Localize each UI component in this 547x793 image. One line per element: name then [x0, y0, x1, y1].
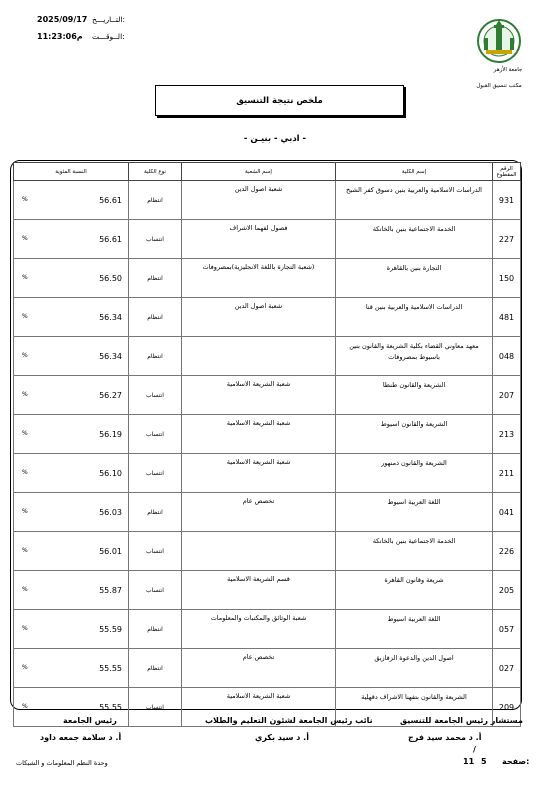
row-code: 048: [493, 337, 521, 376]
office-name: مكتب تنسيق القبول: [476, 83, 522, 89]
row-division: [182, 337, 336, 376]
row-type: انتظام: [129, 181, 182, 220]
row-type: انتساب: [129, 220, 182, 259]
percent-symbol: %: [22, 507, 28, 515]
table-row: [14, 376, 521, 415]
vp-title: نائب رئيس الجامعة لشئون التعليم والطلاب: [205, 716, 373, 725]
row-percent-cell: [14, 571, 129, 610]
row-type: انتظام: [129, 259, 182, 298]
footer-unit: وحدة النظم المعلومات و الشبكات: [16, 759, 108, 767]
header-division: إسم الشعبة: [182, 163, 336, 181]
row-percent-cell: [14, 376, 129, 415]
azhar-logo: [472, 18, 526, 64]
row-type: انتساب: [129, 454, 182, 493]
row-percent-cell: [14, 337, 129, 376]
row-faculty: الدراسات الاسلامية والعربية بنين دسوق كفر الشيخ: [336, 181, 493, 220]
row-percent: 56.34: [99, 312, 122, 322]
row-division: (شعبة التجارة باللغة الانجليزية)بمصروفات: [182, 259, 336, 298]
row-division: شعبة اصول الدين: [182, 181, 336, 220]
row-type: انتساب: [129, 376, 182, 415]
row-division: شعبة الشريعة الاسلامية: [182, 415, 336, 454]
row-percent-cell: [14, 610, 129, 649]
percent-symbol: %: [22, 546, 28, 554]
row-division: شعبة الشريعة الاسلامية: [182, 688, 336, 727]
row-code: 211: [493, 454, 521, 493]
row-faculty: الخدمة الاجتماعية بنين بالخانكة: [336, 532, 493, 571]
percent-symbol: %: [22, 312, 28, 320]
row-division: قسم الشريعة الاسلامية: [182, 571, 336, 610]
table-row: [14, 454, 521, 493]
header-code: الرقم المقطوع: [493, 163, 521, 181]
president-name: أ. د سلامة جمعه داود: [40, 733, 122, 742]
percent-symbol: %: [22, 390, 28, 398]
row-division: شعبة الشريعة الاسلامية: [182, 454, 336, 493]
row-type: انتساب: [129, 532, 182, 571]
report-title: ملخص نتيجة التنسيق: [155, 85, 404, 116]
advisor-title: مستشار رئيس الجامعة للتنسيق: [400, 716, 523, 725]
date-label: التــاريـــخ:: [92, 15, 125, 24]
row-faculty: الخدمة الاجتماعية بنين بالخانكة: [336, 220, 493, 259]
row-percent: 56.27: [99, 390, 122, 400]
row-faculty: الشريعة والقانون بتفهنا الاشراف دقهلية: [336, 688, 493, 727]
row-type: انتساب: [129, 571, 182, 610]
row-percent: 56.01: [99, 546, 122, 556]
row-percent: 56.50: [99, 273, 122, 283]
row-percent-cell: [14, 493, 129, 532]
row-division: شعبة الوثائق والمكتبات والمعلومات: [182, 610, 336, 649]
table-row: [14, 298, 521, 337]
row-faculty: اصول الدين والدعوة الزقازيق: [336, 649, 493, 688]
row-type: انتظام: [129, 649, 182, 688]
row-percent-cell: [14, 649, 129, 688]
row-type: انتظام: [129, 610, 182, 649]
header-faculty: إسم الكلية: [336, 163, 493, 181]
row-code: 041: [493, 493, 521, 532]
row-code: 150: [493, 259, 521, 298]
row-percent-cell: [14, 259, 129, 298]
row-code: 027: [493, 649, 521, 688]
time-value: 11:23:06م: [37, 32, 83, 41]
row-code: 213: [493, 415, 521, 454]
row-faculty: معهد معاوني القضاء بكلية الشريعة والقانون بنين باسيوط بمصروفات: [336, 337, 493, 376]
row-percent: 56.34: [99, 351, 122, 361]
percent-symbol: %: [22, 624, 28, 632]
table-row: [14, 415, 521, 454]
row-code: 227: [493, 220, 521, 259]
row-percent: 56.03: [99, 507, 122, 517]
row-percent: 55.87: [99, 585, 122, 595]
row-code: 057: [493, 610, 521, 649]
table-row: [14, 220, 521, 259]
table-row: [14, 259, 521, 298]
row-percent: 56.61: [99, 195, 122, 205]
percent-symbol: %: [22, 702, 28, 710]
row-division: تخصص عام: [182, 649, 336, 688]
row-type: انتظام: [129, 337, 182, 376]
row-type: انتساب: [129, 688, 182, 727]
row-code: 209: [493, 688, 521, 727]
row-faculty: الشريعة والقانون اسيوط: [336, 415, 493, 454]
percent-symbol: %: [22, 663, 28, 671]
row-percent-cell: [14, 220, 129, 259]
row-code: 207: [493, 376, 521, 415]
report-subtitle: - ادبي - بنيـن -: [243, 134, 307, 144]
advisor-name: أ. د محمد سيد فرج: [408, 733, 482, 742]
table-row: [14, 571, 521, 610]
row-type: انتظام: [129, 493, 182, 532]
president-title: رئيس الجامعة: [63, 716, 117, 725]
table-row: [14, 610, 521, 649]
date-value: 2025/09/17: [37, 15, 88, 24]
percent-symbol: %: [22, 585, 28, 593]
table-row: [14, 493, 521, 532]
row-percent: 56.10: [99, 468, 122, 478]
header-percent: النسبة المئوية: [14, 163, 129, 181]
row-percent-cell: [14, 532, 129, 571]
percent-symbol: %: [22, 351, 28, 359]
row-division: شعبة الشريعة الاسلامية: [182, 376, 336, 415]
table-row: [14, 181, 521, 220]
time-label: الــوقـــت:: [92, 32, 125, 41]
row-faculty: الشريعة والقانون طنطا: [336, 376, 493, 415]
row-percent: 56.61: [99, 234, 122, 244]
row-faculty: اللغة العربية اسيوط: [336, 610, 493, 649]
row-faculty: شريعة وقانون القاهرة: [336, 571, 493, 610]
row-code: 931: [493, 181, 521, 220]
row-percent: 56.19: [99, 429, 122, 439]
row-code: 481: [493, 298, 521, 337]
row-faculty: الشريعة والقانون دمنهور: [336, 454, 493, 493]
row-percent-cell: [14, 181, 129, 220]
vp-name: أ. د سيد بكري: [255, 733, 309, 742]
percent-symbol: %: [22, 429, 28, 437]
row-code: 226: [493, 532, 521, 571]
row-faculty: اللغة العربية اسيوط: [336, 493, 493, 532]
university-name: جامعة الأزهر: [493, 67, 523, 73]
row-type: انتساب: [129, 415, 182, 454]
results-table: [13, 162, 521, 727]
percent-symbol: %: [22, 195, 28, 203]
page-label: صفحة:: [502, 757, 530, 766]
row-faculty: الدراسات الاسلامية والعربية بنين قنا: [336, 298, 493, 337]
table-row: [14, 532, 521, 571]
row-percent: 55.59: [99, 624, 122, 634]
row-division: تخصص عام: [182, 493, 336, 532]
page-total: 11: [463, 757, 475, 766]
row-percent: 55.55: [99, 702, 122, 712]
table-row: [14, 337, 521, 376]
percent-symbol: %: [22, 468, 28, 476]
row-division: شعبة اصول الدين: [182, 298, 336, 337]
percent-symbol: %: [22, 273, 28, 281]
row-percent-cell: [14, 415, 129, 454]
row-division: [182, 532, 336, 571]
row-type: انتظام: [129, 298, 182, 337]
page-current: 5: [481, 757, 487, 766]
table-header-row: [14, 163, 521, 181]
row-division: فصول لفهما الاشراف: [182, 220, 336, 259]
row-percent-cell: [14, 298, 129, 337]
header-type: نوع الكلية: [129, 163, 182, 181]
row-code: 205: [493, 571, 521, 610]
row-faculty: التجارة بنين بالقاهرة: [336, 259, 493, 298]
table-row: [14, 649, 521, 688]
row-percent-cell: [14, 454, 129, 493]
row-percent: 55.55: [99, 663, 122, 673]
percent-symbol: %: [22, 234, 28, 242]
page-slash: /: [473, 745, 476, 754]
